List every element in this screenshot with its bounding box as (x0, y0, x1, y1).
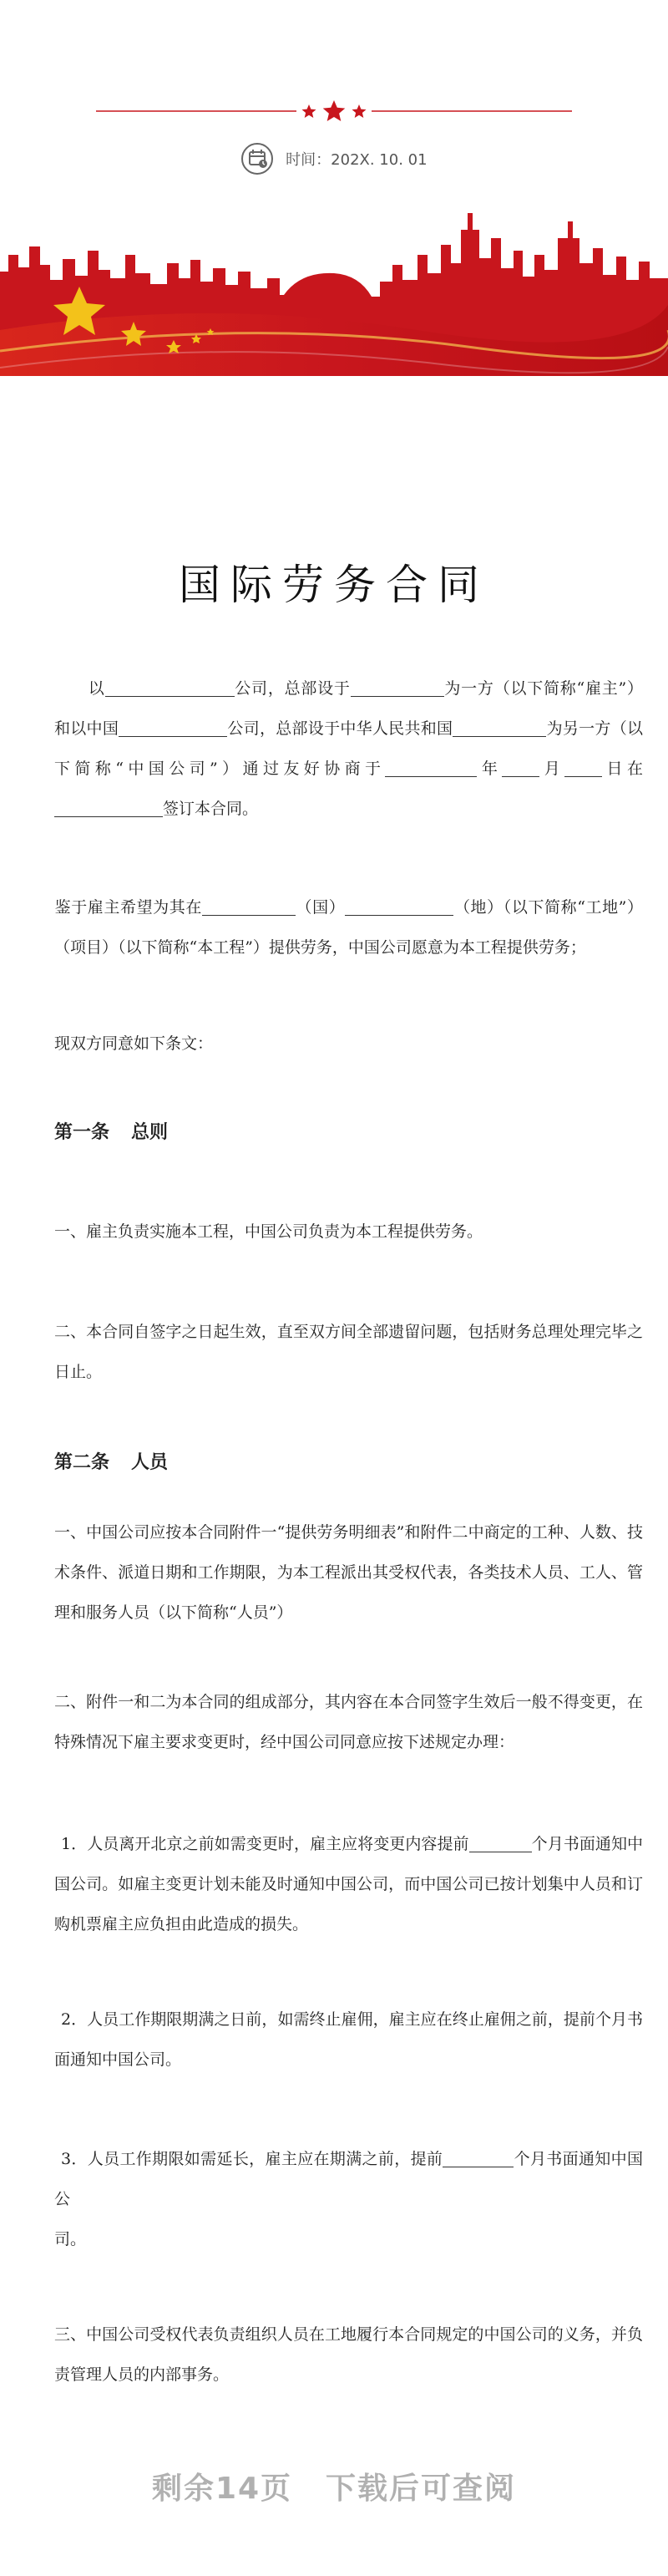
calendar-clock-icon (240, 142, 274, 175)
fill-blank[interactable] (453, 719, 546, 737)
remaining-pages-label: 剩余14页 (151, 2472, 293, 2506)
document-title: 国际劳务合同 (179, 561, 489, 609)
stars-divider (96, 99, 572, 124)
article-1-clause-1: 一、雇主负责实施本工程，中国公司负责为本工程提供劳务。 (54, 1222, 483, 1241)
fill-blank[interactable] (119, 719, 227, 737)
fill-blank[interactable] (105, 679, 235, 697)
article-2-item-1: 1．人员离开北京之前如需变更时，雇主应将变更内容提前 个月书面通知中国公司。如雇主变更计划未能及时通知中国公司，而中国公司已按计划集中人员和订购机票雇主应负担由此造成的损失。 (54, 1835, 643, 1933)
city-skyline-banner (0, 205, 668, 389)
article-2-item-3: 3．人员工作期限如需延长，雇主应在期满之前，提前 个月书面通知中国公 司。 (54, 2150, 643, 2248)
article-1-clause-2: 二、本合同自签字之日起生效，直至双方间全部遗留问题，包括财务总理处理完毕之日止。 (54, 1323, 643, 1381)
intro-paragraph: 以 公司，总部设于 为一方（以下简称“雇主”）和以中国 公司，总部设于中华人民共和国 为另一方（以下简称“中国公司”）通过友好协商于 年 月 日在签订本合同。 (54, 679, 643, 818)
fill-blank[interactable] (54, 800, 163, 817)
header-decoration (0, 0, 668, 393)
article-2-clause-3: 三、中国公司受权代表负责组织人员在工地履行本合同规定的中国公司的义务，并负责管理人员的内部事务。 (54, 2325, 643, 2384)
agreement-line: 现双方同意如下条文： (54, 1034, 214, 1053)
star-icon (323, 100, 346, 121)
date-row (0, 142, 668, 175)
download-prompt[interactable] (0, 2465, 668, 2507)
premise-paragraph: 鉴于雇主希望为其在 （国） （地）（以下简称“工地”）（项目）（以下简称“本工程”）提供劳务，中国公司愿意为本工程提供劳务； (54, 898, 643, 957)
fill-blank[interactable] (345, 898, 453, 916)
article-2-item-2: 2．人员工作期限期满之日前，如需终止雇佣，雇主应在终止雇佣之前，提前个月书面通知中国公司。 (54, 2010, 643, 2069)
article-1-heading: 第一条 总则 (54, 1122, 169, 1143)
fill-blank[interactable] (443, 2150, 514, 2167)
fill-blank[interactable] (385, 760, 477, 777)
fill-blank[interactable] (202, 898, 296, 916)
article-2-heading: 第二条 人员 (54, 1452, 169, 1473)
fill-blank[interactable] (351, 679, 444, 697)
star-icon (352, 104, 367, 118)
date-label: 时间：202X. 10. 01 (286, 151, 428, 169)
article-2-clause-2: 二、附件一和二为本合同的组成部分，其内容在本合同签字生效后一般不得变更，在特殊情况下雇主要求变更时，经中国公司同意应按下述规定办理： (54, 1693, 643, 1751)
article-2-clause-1: 一、中国公司应按本合同附件一“提供劳务明细表”和附件二中商定的工种、人数、技术条件、派道日期和工作期限，为本工程派出其受权代表，各类技术人员、工人、管理和服务人员（以下简称“人员”） (54, 1523, 643, 1622)
fill-blank[interactable] (469, 1835, 532, 1852)
download-hint-label: 下载后可查阅 (326, 2472, 517, 2506)
fill-blank[interactable] (564, 760, 602, 777)
fill-blank[interactable] (502, 760, 539, 777)
star-icon (302, 104, 316, 118)
